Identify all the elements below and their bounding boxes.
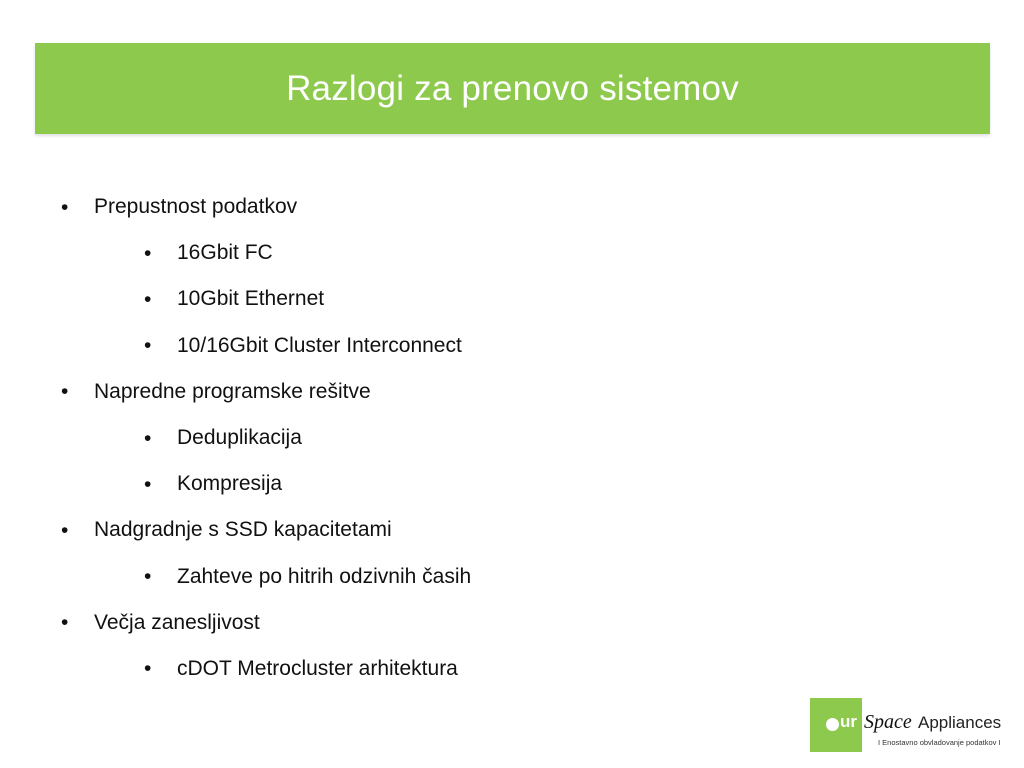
bullet-text: Napredne programske rešitve	[94, 379, 371, 403]
bullet-icon: •	[144, 565, 152, 589]
bullet-text: Prepustnost podatkov	[94, 195, 298, 219]
bullet-text: cDOT Metrocluster arhitektura	[177, 656, 458, 680]
bullet-text: 10/16Gbit Cluster Interconnect	[177, 333, 462, 357]
bullet-icon: •	[144, 287, 152, 311]
logo-circle-icon	[826, 718, 839, 731]
logo-text-space: Space	[864, 711, 912, 733]
sub-bullet-item	[0, 461, 1024, 507]
sub-bullet-item	[0, 415, 1024, 461]
slide-title: Razlogi za prenovo sistemov	[286, 68, 739, 108]
sub-bullet-item	[0, 276, 1024, 322]
logo-text-appliances: Appliances	[918, 713, 1002, 732]
bullet-item	[0, 600, 1024, 646]
ourspace-appliances-logo	[810, 698, 1010, 752]
bullet-icon: •	[144, 657, 152, 681]
bullet-icon: •	[144, 426, 152, 450]
bullet-text: Kompresija	[177, 472, 283, 496]
bullet-icon: •	[61, 518, 69, 542]
logo-tagline: I Enostavno obvladovanje podatkov I	[878, 738, 1001, 747]
logo-green-box	[810, 698, 862, 752]
bullet-icon: •	[144, 472, 152, 496]
bullet-item	[0, 369, 1024, 415]
bullet-text: 16Gbit FC	[177, 241, 273, 265]
bullet-icon: •	[61, 380, 69, 404]
bullet-icon: •	[144, 241, 152, 265]
bullet-icon: •	[144, 334, 152, 358]
sub-bullet-item	[0, 554, 1024, 600]
bullet-text: Deduplikacija	[177, 426, 302, 450]
sub-bullet-item	[0, 646, 1024, 692]
sub-bullet-item	[0, 230, 1024, 276]
bullet-item	[0, 184, 1024, 230]
bullet-icon: •	[61, 195, 69, 219]
sub-bullet-item	[0, 323, 1024, 369]
bullet-item	[0, 507, 1024, 553]
bullet-icon: •	[61, 611, 69, 635]
bullet-text: Večja zanesljivost	[94, 610, 260, 634]
bullet-list	[0, 184, 1024, 692]
title-bar	[35, 43, 990, 134]
bullet-text: Nadgradnje s SSD kapacitetami	[94, 518, 392, 542]
bullet-text: Zahteve po hitrih odzivnih časih	[177, 564, 472, 588]
bullet-text: 10Gbit Ethernet	[177, 287, 325, 311]
logo-text-ur: ur	[840, 712, 857, 731]
